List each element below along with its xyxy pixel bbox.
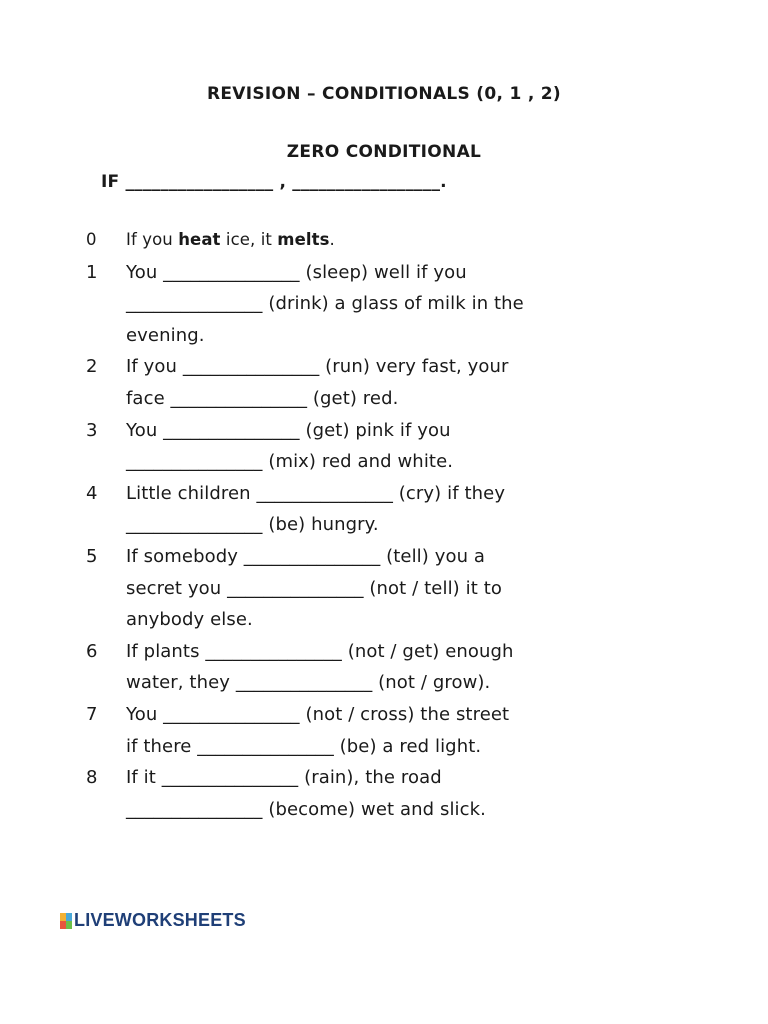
exercise-item [86,478,706,541]
example-bold-word: melts [277,230,330,249]
item-sentence: You _______________ (sleep) well if you _______________ (drink) a glass of milk in the evening. [126,261,524,346]
item-number: 0 [86,230,97,249]
section-heading: ZERO CONDITIONAL [286,142,482,162]
example-sentence [126,224,706,256]
item-number: 8 [86,767,98,789]
item-sentence: Little children _______________ (cry) if they _______________ (be) hungry. [126,482,506,536]
example-item [86,224,706,256]
item-sentence: If you _______________ (run) very fast, your face _______________ (get) red. [126,356,509,409]
worksheet-title: REVISION – CONDITIONALS (0, 1 , 2) [206,84,561,104]
exercise-item [86,257,706,352]
item-number: 7 [86,703,98,725]
item-sentence: You _______________ (not / cross) the street if there _______________ (be) a red light. [126,703,510,757]
exercise-list [86,224,706,825]
item-number: 5 [86,545,98,567]
item-number: 3 [86,419,98,441]
item-sentence: If it _______________ (rain), the road _______________ (become) wet and slick. [126,767,486,820]
exercise-item [86,415,706,478]
item-number: 4 [86,482,98,504]
example-bold-word: heat [178,230,221,249]
item-number: 1 [86,261,98,283]
exercise-item [86,541,706,636]
exercise-item [86,636,706,699]
example-text-part: If you [126,230,179,249]
example-text-part: . [329,230,335,249]
item-sentence: You _______________ (get) pink if you _______________ (mix) red and white. [126,419,454,473]
item-sentence: If plants _______________ (not / get) enough water, they _______________ (not / grow). [126,640,514,694]
exercise-item [86,699,706,762]
exercise-item [86,762,706,825]
liveworksheets-logo-icon [60,913,72,929]
logo-text: LIVEWORKSHEETS [74,910,246,930]
example-text-part: ice, it [220,230,278,249]
item-sentence: If somebody _______________ (tell) you a secret you _______________ (not / tell) it to anybody else. [126,545,502,631]
liveworksheets-logo [60,910,246,931]
exercise-item [86,351,706,414]
item-number: 2 [86,356,98,378]
item-number: 6 [86,640,98,662]
conditional-formula: IF _________________ , _________________. [101,172,447,192]
